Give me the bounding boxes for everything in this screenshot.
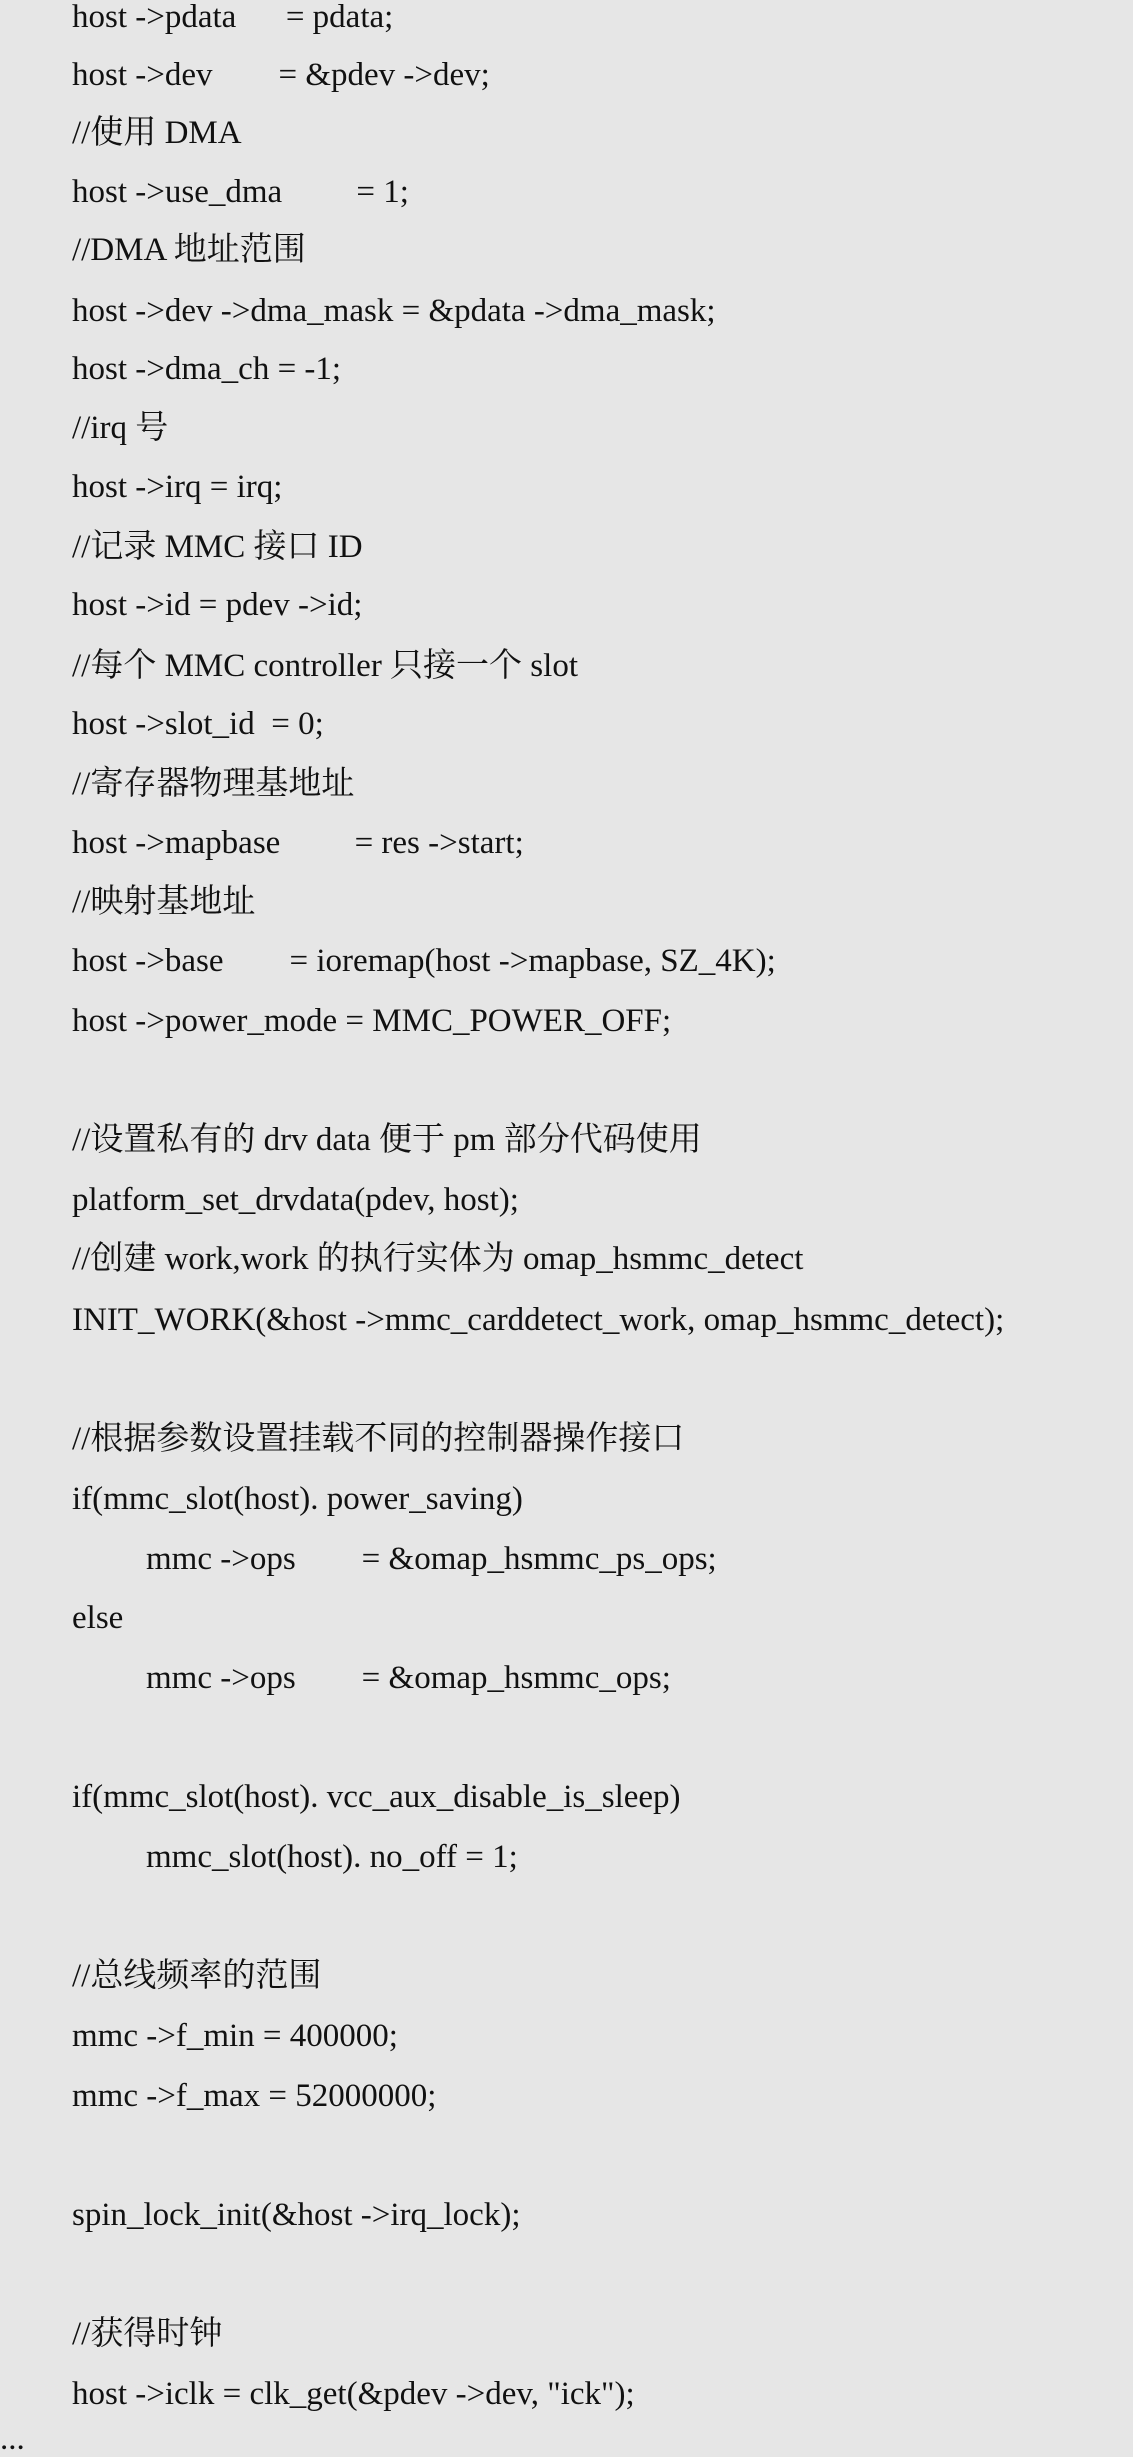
- code-comment: //总线频率的范围: [72, 1958, 322, 1994]
- code-comment: //记录 MMC 接口 ID: [72, 529, 363, 565]
- code-line: host ->pdata = pdata;: [72, 0, 394, 35]
- code-line: host ->irq = irq;: [72, 469, 283, 505]
- continuation-ellipsis: ...: [0, 2421, 25, 2457]
- code-line: host ->mapbase = res ->start;: [72, 825, 524, 861]
- code-line: platform_set_drvdata(pdev, host);: [72, 1182, 519, 1218]
- code-line: host ->slot_id = 0;: [72, 706, 324, 742]
- code-line: INIT_WORK(&host ->mmc_carddetect_work, omap_hsmmc_detect);: [72, 1302, 1005, 1338]
- code-line: mmc ->ops = &omap_hsmmc_ps_ops;: [146, 1541, 717, 1577]
- code-line: mmc ->f_max = 52000000;: [72, 2078, 437, 2114]
- code-line: host ->iclk = clk_get(&pdev ->dev, "ick");: [72, 2376, 635, 2412]
- code-comment: //根据参数设置挂载不同的控制器操作接口: [72, 1421, 685, 1457]
- code-line: if(mmc_slot(host). power_saving): [72, 1481, 523, 1517]
- code-line: host ->base = ioremap(host ->mapbase, SZ_4K);: [72, 943, 776, 979]
- code-line: spin_lock_init(&host ->irq_lock);: [72, 2197, 521, 2233]
- code-line: host ->power_mode = MMC_POWER_OFF;: [72, 1003, 672, 1039]
- code-line: host ->use_dma = 1;: [72, 174, 409, 210]
- code-comment: //获得时钟: [72, 2316, 223, 2352]
- code-comment: //每个 MMC controller 只接一个 slot: [72, 648, 578, 684]
- code-line: host ->id = pdev ->id;: [72, 587, 363, 623]
- code-line: else: [72, 1600, 124, 1636]
- code-comment: //使用 DMA: [72, 115, 242, 151]
- code-line: host ->dev = &pdev ->dev;: [72, 57, 490, 93]
- code-line: if(mmc_slot(host). vcc_aux_disable_is_sleep): [72, 1779, 681, 1815]
- code-comment: //DMA 地址范围: [72, 232, 306, 268]
- code-line: host ->dev ->dma_mask = &pdata ->dma_mask;: [72, 293, 716, 329]
- code-line: mmc ->ops = &omap_hsmmc_ops;: [146, 1660, 671, 1696]
- code-comment: //寄存器物理基地址: [72, 766, 355, 802]
- code-comment: //设置私有的 drv data 便于 pm 部分代码使用: [72, 1122, 702, 1158]
- code-line: host ->dma_ch = -1;: [72, 351, 342, 387]
- code-line: mmc ->f_min = 400000;: [72, 2018, 398, 2054]
- code-comment: //创建 work,work 的执行实体为 omap_hsmmc_detect: [72, 1241, 804, 1277]
- code-comment: //irq 号: [72, 410, 169, 446]
- code-comment: //映射基地址: [72, 884, 256, 920]
- code-line: mmc_slot(host). no_off = 1;: [146, 1839, 518, 1875]
